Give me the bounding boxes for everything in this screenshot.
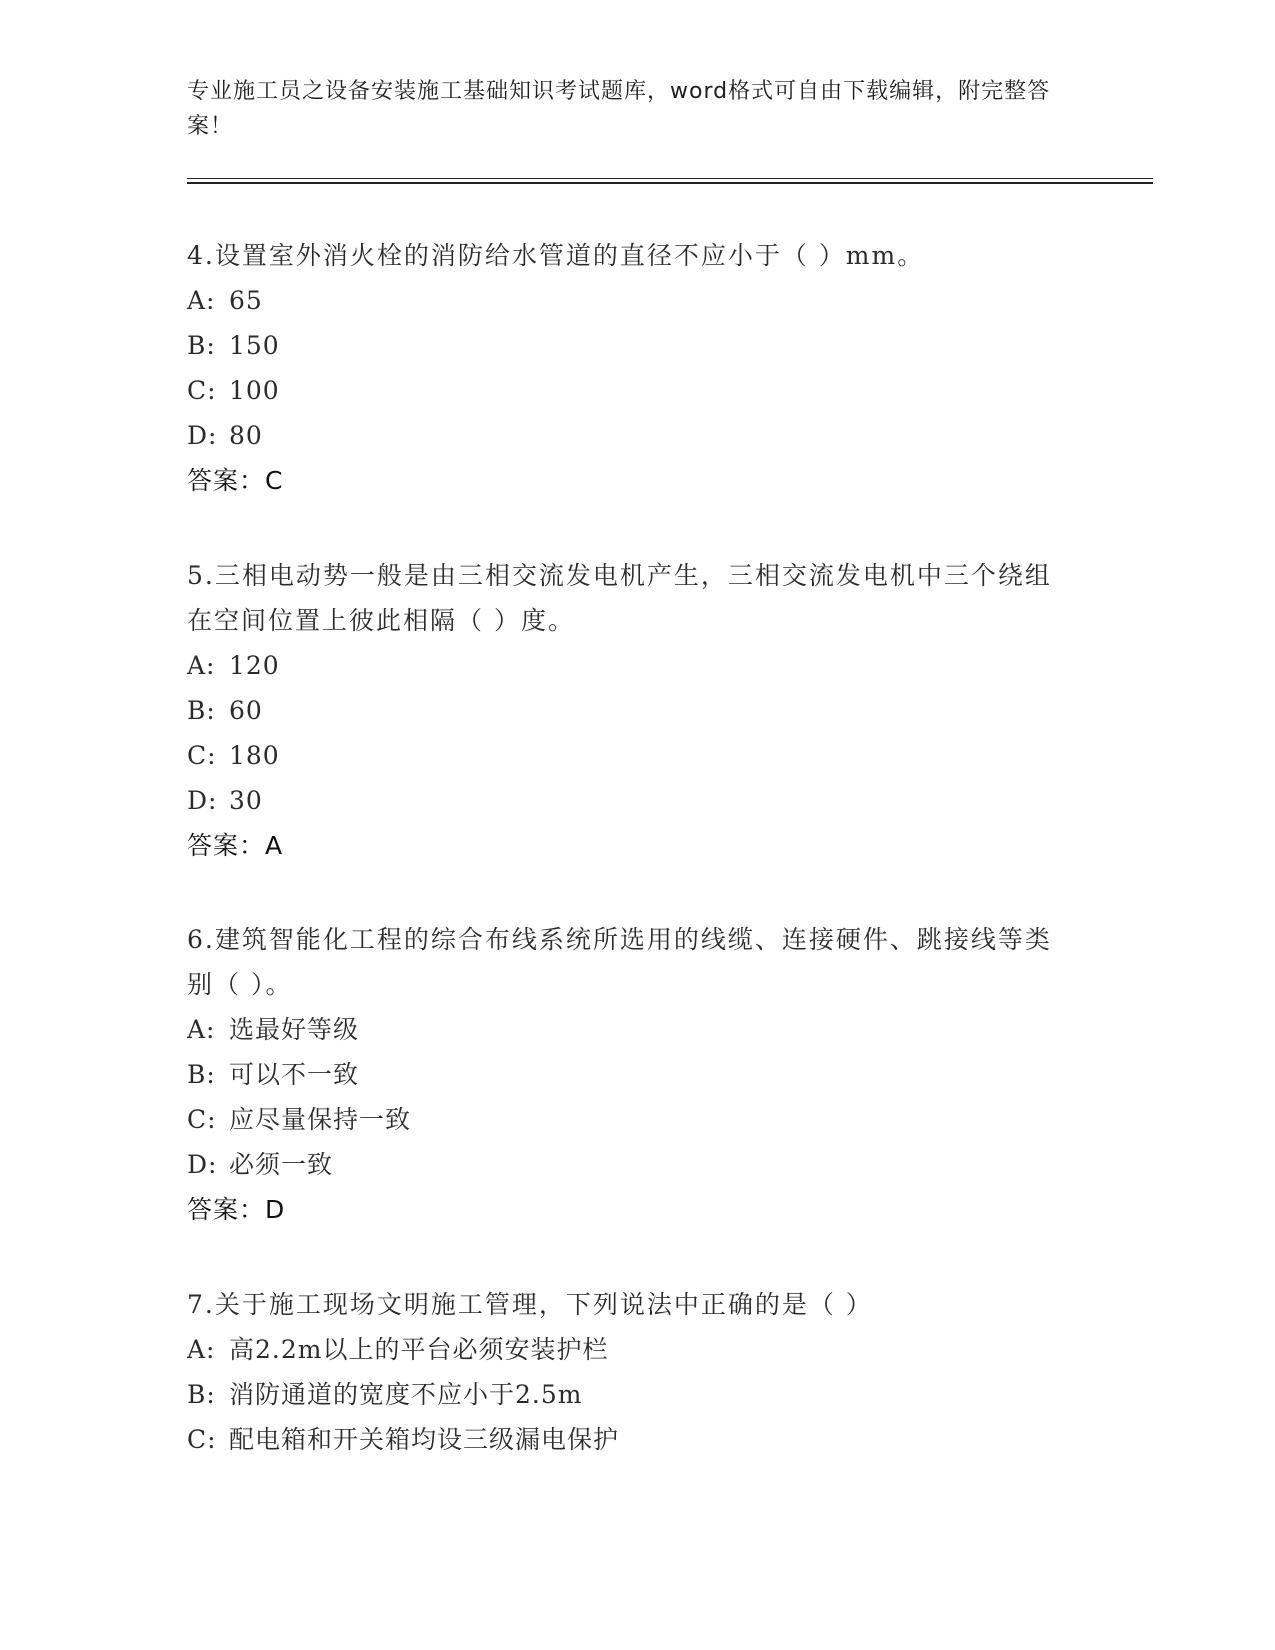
option-b (187, 688, 1067, 733)
answer-line: 答案：C (187, 466, 284, 495)
option-text: 高2.2m以上的平台必须安装护栏 (229, 1335, 609, 1364)
answer-line: 答案：D (187, 1195, 286, 1224)
option-text: 配电箱和开关箱均设三级漏电保护 (229, 1425, 620, 1454)
option-text: 80 (229, 421, 263, 450)
option-key: C: (187, 741, 217, 770)
option-d (187, 413, 1067, 458)
option-key: B: (187, 1060, 216, 1089)
option-key: D: (187, 421, 218, 450)
option-c (187, 733, 1067, 778)
option-text: 150 (229, 331, 280, 360)
option-key: C: (187, 1425, 217, 1454)
answer-line: 答案：A (187, 831, 284, 860)
question-7 (187, 1282, 1067, 1462)
option-text: 30 (229, 786, 263, 815)
option-b (187, 1372, 1067, 1417)
question-stem: 4.设置室外消火栓的消防给水管道的直径不应小于（ ）mm。 (187, 241, 925, 270)
option-a (187, 278, 1067, 323)
option-key: A: (187, 651, 216, 680)
header-divider-thin (187, 178, 1153, 179)
option-key: C: (187, 1105, 217, 1134)
option-text: 选最好等级 (229, 1015, 360, 1044)
option-text: 120 (229, 651, 280, 680)
header-divider-thick (187, 182, 1153, 184)
option-text: 60 (229, 696, 263, 725)
question-6 (187, 917, 1067, 1232)
option-text: 消防通道的宽度不应小于2.5m (229, 1380, 583, 1409)
option-c (187, 1417, 1067, 1462)
option-key: B: (187, 331, 216, 360)
option-text: 100 (229, 376, 280, 405)
option-text: 65 (229, 286, 263, 315)
option-key: A: (187, 1335, 216, 1364)
document-header: 专业施工员之设备安装施工基础知识考试题库，word格式可自由下载编辑，附完整答案！ (187, 79, 1051, 139)
option-d (187, 778, 1067, 823)
option-text: 可以不一致 (229, 1060, 360, 1089)
option-key: B: (187, 696, 216, 725)
option-a (187, 643, 1067, 688)
option-c (187, 1097, 1067, 1142)
option-c (187, 368, 1067, 413)
option-key: B: (187, 1380, 216, 1409)
option-key: D: (187, 1150, 218, 1179)
option-key: A: (187, 1015, 216, 1044)
option-key: D: (187, 786, 218, 815)
question-stem: 5.三相电动势一般是由三相交流发电机产生，三相交流发电机中三个绕组在空间位置上彼此相隔（ ）度。 (187, 561, 1052, 635)
question-5 (187, 553, 1067, 868)
option-key: A: (187, 286, 216, 315)
option-a (187, 1327, 1067, 1372)
question-4 (187, 233, 1067, 503)
option-text: 180 (229, 741, 280, 770)
option-a (187, 1007, 1067, 1052)
question-stem: 7.关于施工现场文明施工管理，下列说法中正确的是（ ） (187, 1290, 873, 1319)
question-stem: 6.建筑智能化工程的综合布线系统所选用的线缆、连接硬件、跳接线等类别（ ）。 (187, 925, 1052, 999)
option-text: 必须一致 (229, 1150, 334, 1179)
option-key: C: (187, 376, 217, 405)
option-b (187, 323, 1067, 368)
option-text: 应尽量保持一致 (229, 1105, 412, 1134)
option-d (187, 1142, 1067, 1187)
option-b (187, 1052, 1067, 1097)
